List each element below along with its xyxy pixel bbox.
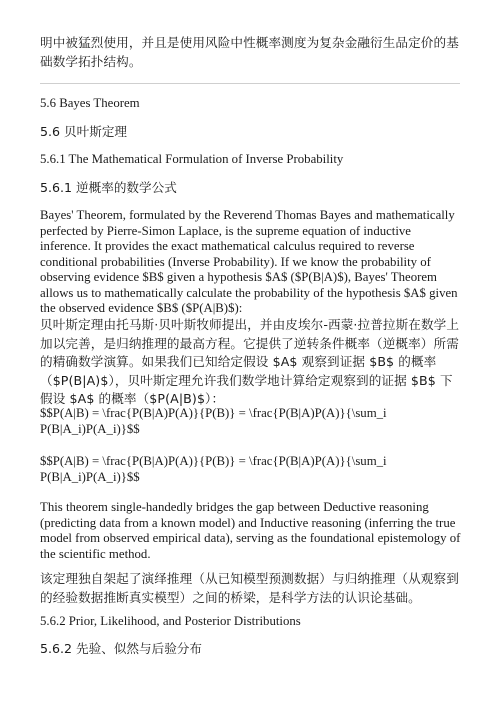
subsection-2-heading-zh: 5.6.2 先验、似然与后验分布 [40,641,202,656]
subsection-2-heading-en: 5.6.2 Prior, Likelihood, and Posterior Distributions [40,614,301,628]
section-divider [40,83,460,84]
paragraph-en-1: Bayes' Theorem, formulated by the Reverend Thomas Bayes and mathematically perfected by Pierre-Simon Laplace, is the supreme equation of inductive inference. It provides the exact mathematical calculus required to reverse conditional probabilities (Inverse Probability). If we know the probability of observing evidence $B$ given a hypothesis $A$ ($P(B|A)$), Bayes' Theorem allows us to mathematically calculate the probability of the hypothesis $A$ given the observed evidence $B$ ($P(A|B)$): [40,208,458,315]
subsection-heading-zh: 5.6.1 逆概率的数学公式 [40,180,177,195]
formula-2: $$P(A|B) = \frac{P(B|A)P(A)}{P(B)} = \frac{P(B|A)P(A)}{\sum_i P(B|A_i)P(A_i)}$$ [40,454,387,484]
paragraph-en-2: This theorem single-handedly bridges the gap between Deductive reasoning (predicting data from a known model) and Inductive reasoning (inferring the true model from observed empirical data), serving as the foundational epistemology of the scientific method. [40,500,461,561]
paragraph-zh-1: 贝叶斯定理由托马斯·贝叶斯牧师提出，并由皮埃尔-西蒙·拉普拉斯在数学上加以完善，是归纳推理的最高方程。它提供了逆转条件概率（逆概率）所需的精确数学演算。如果我们已知给定假设 $A$ 观察到证据 $B$ 的概率（$P(B|A)$），贝叶斯定理允许我们数学地计算给定观察到的证据 $B$ 下假设 $A$ 的概率（$P(A|B)$）： [40,317,460,406]
formula-1: $$P(A|B) = \frac{P(B|A)P(A)}{P(B)} = \frac{P(B|A)P(A)}{\sum_i P(B|A_i)P(A_i)}$$ [40,406,387,436]
subsection-heading-en: 5.6.1 The Mathematical Formulation of Inverse Probability [40,152,344,166]
section-heading-en: 5.6 Bayes Theorem [40,96,140,110]
paragraph-zh-2: 该定理独自架起了演绎推理（从已知模型预测数据）与归纳推理（从观察到的经验数据推断真实模型）之间的桥梁，是科学方法的认识论基础。 [40,571,459,605]
intro-continuation-text: 明中被猛烈使用，并且是使用风险中性概率测度为复杂金融衍生品定价的基础数学拓扑结构。 [40,35,459,69]
section-heading-zh: 5.6 贝叶斯定理 [40,124,128,139]
